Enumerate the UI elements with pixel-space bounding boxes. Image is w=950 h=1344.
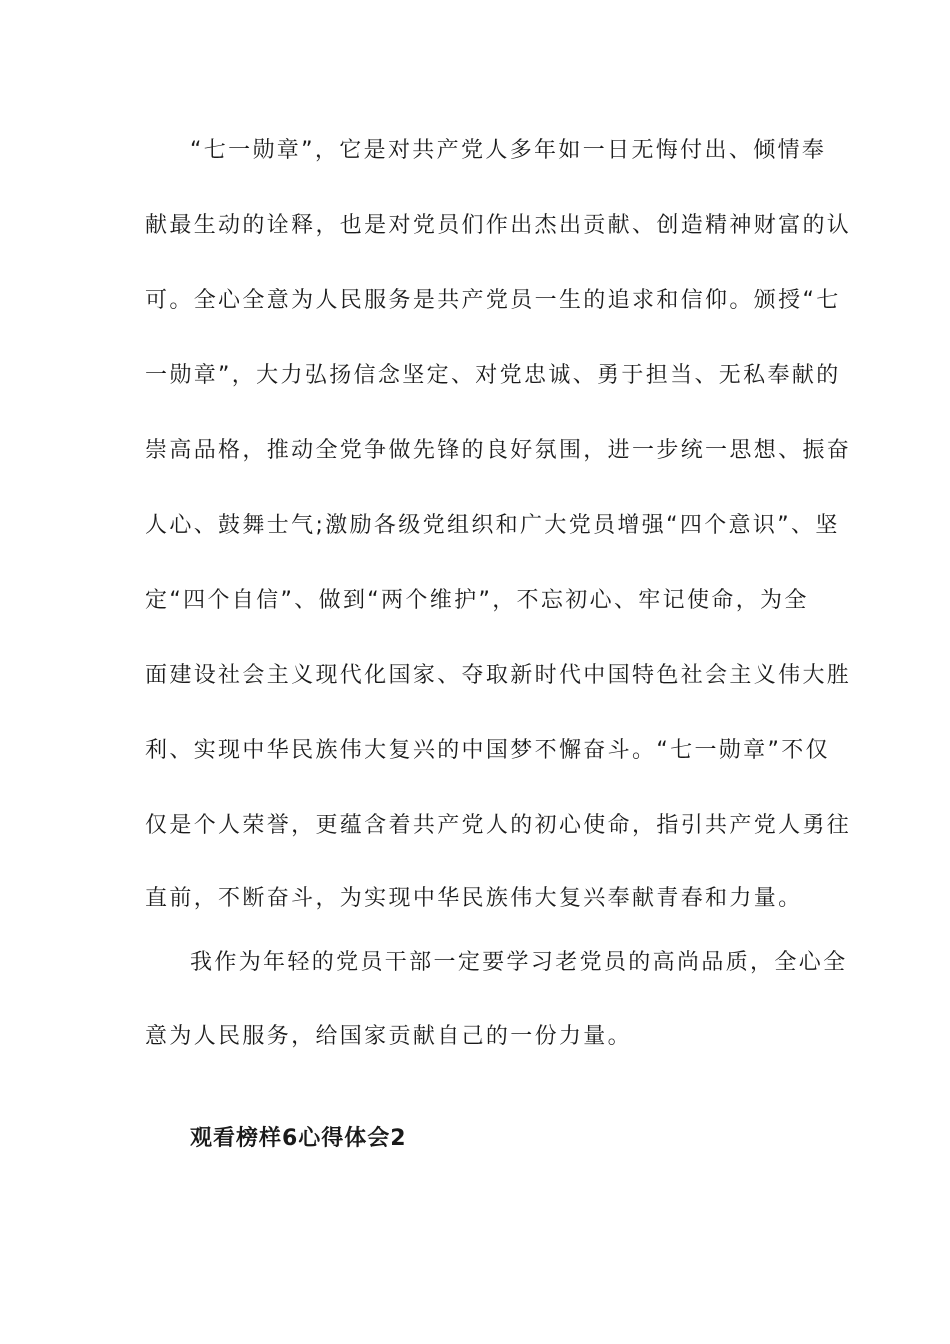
section-heading: 观看榜样6心得体会2 [190, 1126, 407, 1151]
text-line: 仅是个人荣誉，更蕴含着共产党人的初心使命，指引共产党人勇往 [145, 813, 852, 838]
text-line: 意为人民服务，给国家贡献自己的一份力量。 [145, 1024, 633, 1049]
text-line: 利、实现中华民族伟大复兴的中国梦不懈奋斗。“七一勋章”不仅 [145, 738, 830, 763]
text-line: 我作为年轻的党员干部一定要学习老党员的高尚品质，全心全 [190, 950, 848, 975]
text-line: 崇高品格，推动全党争做先锋的良好氛围，进一步统一思想、振奋 [145, 438, 852, 463]
text-line: 定“四个自信”、做到“两个维护”，不忘初心、牢记使命，为全 [145, 588, 809, 613]
text-line: 献最生动的诠释，也是对党员们作出杰出贡献、创造精神财富的认 [145, 213, 852, 238]
text-line: “七一勋章”，它是对共产党人多年如一日无悔付出、倾情奉 [190, 138, 827, 163]
text-line: 人心、鼓舞士气;激励各级党组织和广大党员增强“四个意识”、坚 [145, 513, 840, 538]
text-line: 面建设社会主义现代化国家、夺取新时代中国特色社会主义伟大胜 [145, 663, 852, 688]
text-line: 可。全心全意为人民服务是共产党员一生的追求和信仰。颁授“七 [145, 288, 841, 313]
text-line: 直前，不断奋斗，为实现中华民族伟大复兴奉献青春和力量。 [145, 886, 803, 911]
text-line: 一勋章”，大力弘扬信念坚定、对党忠诚、勇于担当、无私奉献的 [145, 363, 841, 388]
